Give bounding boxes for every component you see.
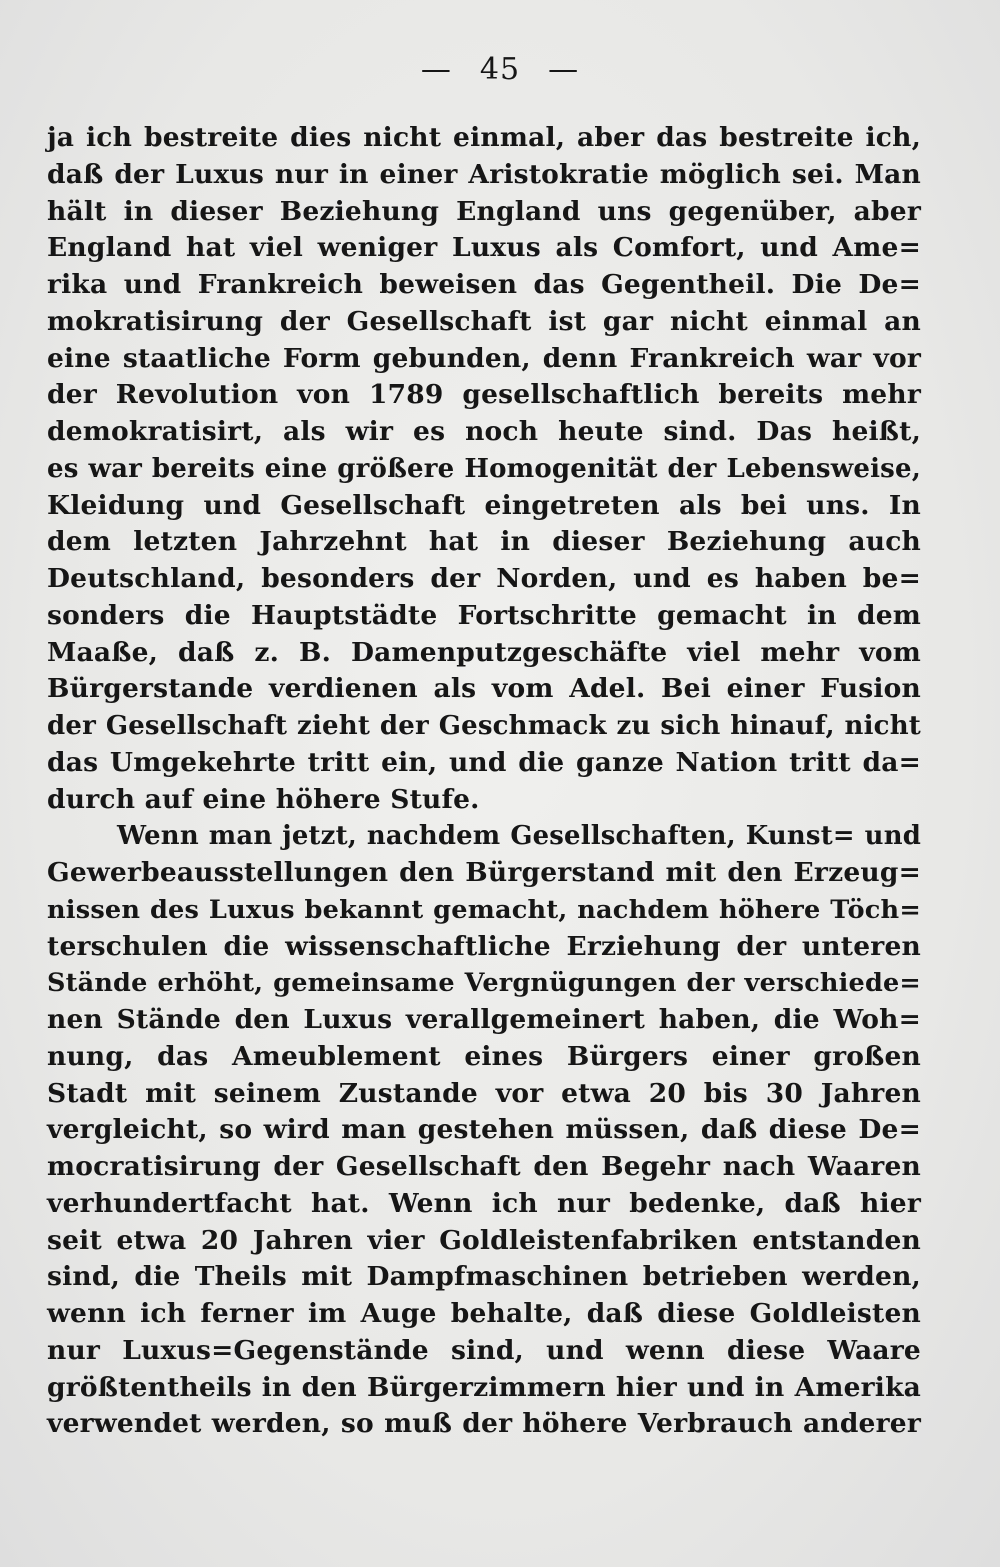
- text-line: der Gesellschaft zieht der Geschmack zu sich hinauf, nicht: [47, 711, 921, 741]
- text-line: der Revolution von 1789 gesellschaftlich bereits mehr: [47, 379, 921, 411]
- text-line: Gewerbeausstellungen den Bürgerstand mit den Erzeug=: [47, 857, 921, 888]
- text-line: nissen des Luxus bekannt gemacht, nachdem höhere Töch=: [47, 894, 921, 925]
- text-line: nen Stände den Luxus verallgemeinert haben, die Woh=: [47, 1004, 921, 1035]
- text-line: hält in dieser Beziehung England uns gegenüber, aber: [47, 195, 921, 227]
- text-line: sind, die Theils mit Dampfmaschinen betrieben werden,: [47, 1261, 921, 1293]
- paragraph-2: [47, 818, 921, 1443]
- text-line: demokratisirt, als wir es noch heute sind. Das heißt,: [47, 416, 921, 447]
- text-line: das Umgekehrte tritt ein, und die ganze Nation tritt da=: [47, 746, 921, 778]
- text-line: Deutschland, besonders der Norden, und es haben be=: [47, 563, 921, 594]
- text-line: nur Luxus=Gegenstände sind, und wenn diese Waare: [47, 1334, 921, 1366]
- text-line: größtentheils in den Bürgerzimmern hier und in Amerika: [47, 1371, 921, 1403]
- text-line: Maaße, daß z. B. Damenputzgeschäfte viel mehr vom: [47, 636, 921, 668]
- text-line: Bürgerstande verdienen als vom Adel. Bei einer Fusion: [47, 673, 921, 705]
- text-line: Stadt mit seinem Zustande vor etwa 20 bis 30 Jahren: [47, 1077, 921, 1109]
- text-line: Kleidung und Gesellschaft eingetreten als bei uns. In: [47, 489, 921, 521]
- text-line: verhundertfacht hat. Wenn ich nur bedenke, daß hier: [47, 1187, 921, 1219]
- paragraph-1: [47, 120, 921, 818]
- text-line: verwendet werden, so muß der höhere Verbrauch anderer: [47, 1408, 921, 1440]
- text-line: seit etwa 20 Jahren vier Goldleistenfabriken entstanden: [47, 1224, 921, 1256]
- text-line: es war bereits eine größere Homogenität der Lebensweise,: [47, 453, 921, 484]
- text-line: eine staatliche Form gebunden, denn Frankreich war vor: [47, 342, 921, 374]
- text-line: dem letzten Jahrzehnt hat in dieser Beziehung auch: [47, 526, 921, 558]
- text-line: terschulen die wissenschaftliche Erziehung der unteren: [47, 930, 921, 962]
- text-line: Stände erhöht, gemeinsame Vergnügungen der verschiede=: [47, 968, 921, 999]
- text-line: wenn ich ferner im Auge behalte, daß diese Goldleisten: [47, 1298, 921, 1329]
- text-line: rika und Frankreich beweisen das Gegentheil. Die De=: [47, 269, 921, 300]
- text-line: nung, das Ameublement eines Bürgers einer großen: [47, 1040, 921, 1072]
- text-line: England hat viel weniger Luxus als Comfort, und Ame=: [47, 232, 921, 264]
- page-number: 45: [479, 52, 521, 87]
- text-line: durch auf eine höhere Stufe.: [47, 783, 480, 815]
- text-line: ja ich bestreite dies nicht einmal, aber das bestreite ich,: [47, 122, 921, 153]
- text-line: Wenn man jetzt, nachdem Gesellschaften, Kunst= und: [117, 821, 921, 852]
- header-dash-right: —: [548, 52, 580, 87]
- text-line: mokratisirung der Gesellschaft ist gar nicht einmal an: [47, 305, 921, 337]
- text-line: sonders die Hauptstädte Fortschritte gemacht in dem: [47, 599, 921, 631]
- body-text: [47, 120, 921, 1443]
- text-line: vergleicht, so wird man gestehen müssen, daß diese De=: [47, 1114, 921, 1146]
- page-header: [0, 50, 1000, 90]
- text-line: mocratisirung der Gesellschaft den Begehr nach Waaren: [47, 1151, 921, 1182]
- header-dash-left: —: [420, 52, 452, 87]
- text-line: daß der Luxus nur in einer Aristokratie möglich sei. Man: [47, 158, 921, 190]
